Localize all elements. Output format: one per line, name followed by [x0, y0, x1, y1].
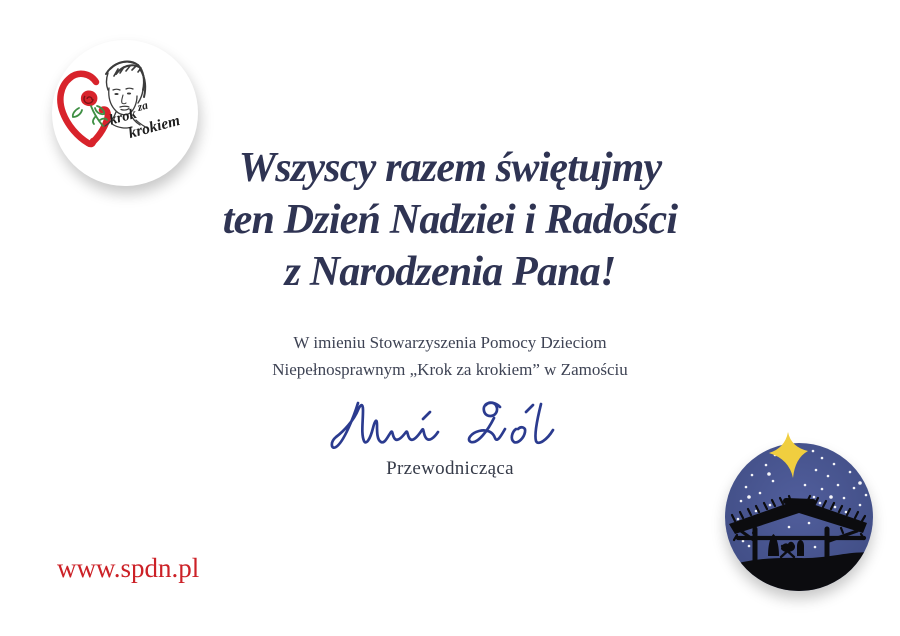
attribution-line-2: Niepełnosprawnym „Krok za krokiem” w Zamościu — [272, 360, 628, 379]
signer-role: Przewodnicząca — [386, 458, 514, 479]
heart-icon — [60, 74, 107, 144]
attribution — [0, 329, 900, 383]
headline-line-3: z Narodzenia Pana! — [284, 249, 616, 295]
figure-joseph — [797, 540, 804, 556]
logo-word-krok: krok — [107, 105, 139, 129]
nativity-scene — [725, 443, 873, 591]
website-link[interactable]: www.spdn.pl — [57, 553, 200, 583]
headline-line-2: ten Dzień Nadziei i Radości — [222, 197, 678, 243]
headline-line-1: Wszyscy razem świętujmy — [238, 145, 662, 191]
headline — [0, 142, 900, 298]
attribution-line-1: W imieniu Stowarzyszenia Pomocy Dzieciom — [293, 333, 607, 352]
signature-maria-krol — [320, 398, 572, 460]
bethlehem-star-icon — [765, 431, 809, 483]
logo-word-krokiem: krokiem — [126, 111, 182, 142]
logo-word-za: za — [136, 99, 150, 114]
rose-stem-leaves — [73, 106, 107, 126]
